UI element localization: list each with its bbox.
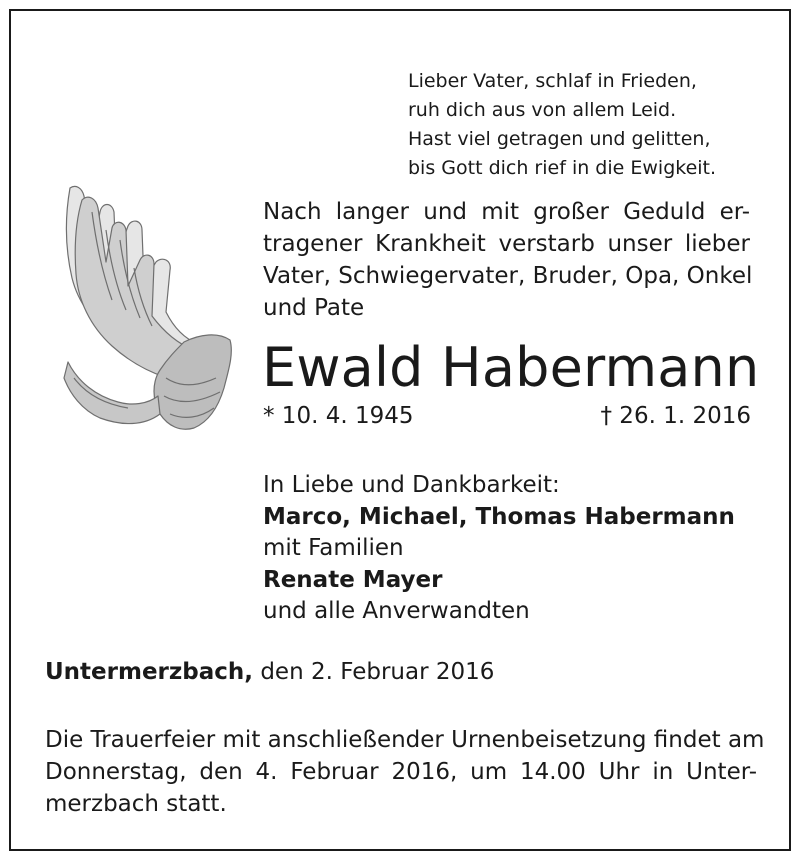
- funeral-service-info: [45, 724, 765, 820]
- mourners-intro: In Liebe und Dankbarkeit:: [263, 472, 560, 498]
- announcement-line: und Pate: [263, 295, 365, 321]
- poem-line: bis Gott dich rief in die Ewigkeit.: [408, 157, 717, 179]
- place-town: Untermerzbach,: [45, 659, 254, 685]
- mourners-list: [263, 470, 735, 628]
- place-date: [45, 657, 494, 687]
- praying-hands-icon: [48, 182, 238, 434]
- mourner-sons-note: mit Familien: [263, 535, 404, 561]
- deceased-name: Ewald Habermann: [262, 336, 760, 399]
- announcement-line: tragener Krankheit verstarb unser lieber: [263, 231, 750, 257]
- mourner-sister: Renate Mayer: [263, 566, 443, 593]
- death-announcement: [263, 196, 753, 324]
- poem-line: Hast viel getragen und gelitten,: [408, 128, 711, 150]
- service-line: Donnerstag, den 4. Februar 2016, um 14.00 Uhr in Unter-: [45, 759, 757, 785]
- birth-date: * 10. 4. 1945: [263, 403, 414, 429]
- mourner-sons: Marco, Michael, Thomas Habermann: [263, 503, 735, 530]
- announcement-line: Nach langer und mit großer Geduld er-: [263, 199, 750, 225]
- poem-line: Lieber Vater, schlaf in Frieden,: [408, 70, 697, 92]
- mourner-others: und alle Anverwandten: [263, 598, 530, 624]
- announcement-line: Vater, Schwiegervater, Bruder, Opa, Onkel: [263, 263, 753, 289]
- death-date: † 26. 1. 2016: [600, 403, 751, 429]
- poem: [408, 67, 716, 183]
- place-date-text: den 2. Februar 2016: [260, 659, 495, 685]
- service-line: Die Trauerfeier mit anschließender Urnenbeisetzung findet am: [45, 727, 765, 753]
- poem-line: ruh dich aus von allem Leid.: [408, 99, 677, 121]
- service-line: merzbach statt.: [45, 791, 227, 817]
